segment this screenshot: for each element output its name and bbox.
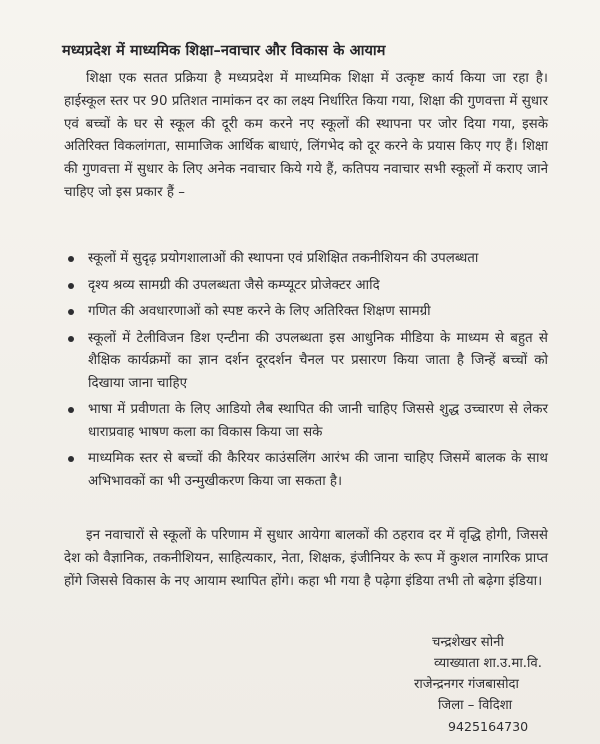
list-item [64, 301, 548, 324]
innovation-list [64, 248, 548, 497]
list-item-text: स्कूलों में टेलीविजन डिश एन्टीना की उपलब्धता इस आधुनिक मीडिया के माध्यम से बहुत से शैक्षिक कार्यक्रमों का ज्ञान दर्शन दूरदर्शन चैनल पर प्रसारण किया जाता है जिन्हें बच्चों को दिखाया जाना चाहिए [88, 330, 548, 391]
author-designation: व्याख्याता शा.उ.मा.वि. [434, 656, 542, 671]
list-item-text: भाषा में प्रवीणता के लिए आडियो लैब स्थापित की जानी चाहिए जिससे शुद्ध उच्चारण से लेकर धाराप्रवाह भाषण कला का विकास किया जा सके [88, 402, 548, 440]
list-item-text: स्कूलों में सुदृढ़ प्रयोगशालाओं की स्थापना एवं प्रशिक्षित तकनीशियन की उपलब्धता [88, 251, 479, 266]
intro-paragraph [64, 68, 548, 205]
list-item [64, 448, 548, 493]
author-district: जिला – विदिशा [438, 698, 513, 713]
bullet-icon [68, 256, 74, 262]
bullet-icon [68, 283, 74, 289]
list-item [64, 248, 548, 271]
list-item [64, 399, 548, 444]
list-item-text: माध्यमिक स्तर से बच्चों की कैरियर काउंसलिंग आरंभ की जाना चाहिए जिसमें बालक के साथ अभिभावकों का भी उन्मुखीकरण किया जा सकता है। [88, 451, 548, 489]
document-title: मध्यप्रदेश में माध्यमिक शिक्षा–नवाचार और विकास के आयाम [62, 43, 386, 59]
bullet-icon [68, 336, 74, 342]
signature-block [414, 632, 542, 737]
conclusion-text: इन नवाचारों से स्कूलों के परिणाम में सुधार आयेगा बालकों की ठहराव दर में वृद्धि होगी, जिससे देश को वैज्ञानिक, तकनीशियन, साहित्यकार, नेता, शिक्षक, इंजीनियर के रूप में कुशल नागरिक प्राप्त होंगे जिससे विकास के नए आयाम स्थापित होंगे। कहा भी गया है पढ़ेगा इंडिया तभी तो बढ़ेगा इंडिया। [64, 528, 548, 589]
list-item-text: गणित की अवधारणाओं को स्पष्ट करने के लिए अतिरिक्त शिक्षण सामग्री [88, 304, 431, 319]
author-place: राजेन्द्रनगर गंजबासोदा [414, 677, 519, 692]
bullet-icon [68, 407, 74, 413]
author-phone: 9425164730 [448, 719, 529, 734]
list-item-text: दृश्य श्रव्य सामग्री की उपलब्धता जैसे कम्प्यूटर प्रोजेक्टर आदि [88, 277, 380, 293]
bullet-icon [68, 309, 74, 315]
intro-text: शिक्षा एक सतत प्रक्रिया है मध्यप्रदेश में माध्यमिक शिक्षा में उत्कृष्ट कार्य किया जा रहा है। हाईस्कूल स्तर पर 90 प्रतिशत नामांकन दर का लक्ष्य निर्धारित किया गया, शिक्षा की गुणवत्ता में सुधार एवं बच्चों के घर से स्कूल की दूरी कम करने नए स्कूलों की स्थापना पर जोर दिया गया, इसके अतिरिक्त विकलांगता, सामाजिक आर्थिक बाधाएं, लिंगभेद को दूर करने के प्रयास किए गए हैं। शिक्षा की गुणवत्ता में सुधार के लिए अनेक नवाचार किये गये हैं, कतिपय नवाचार सभी स्कूलों में कराए जाने चाहिए जो इस प्रकार हैं – [64, 71, 548, 200]
bullet-icon [68, 456, 74, 462]
conclusion-paragraph [64, 525, 548, 593]
author-name: चन्द्रशेखर सोनी [432, 635, 504, 650]
list-item [64, 328, 548, 396]
list-item [64, 275, 548, 298]
